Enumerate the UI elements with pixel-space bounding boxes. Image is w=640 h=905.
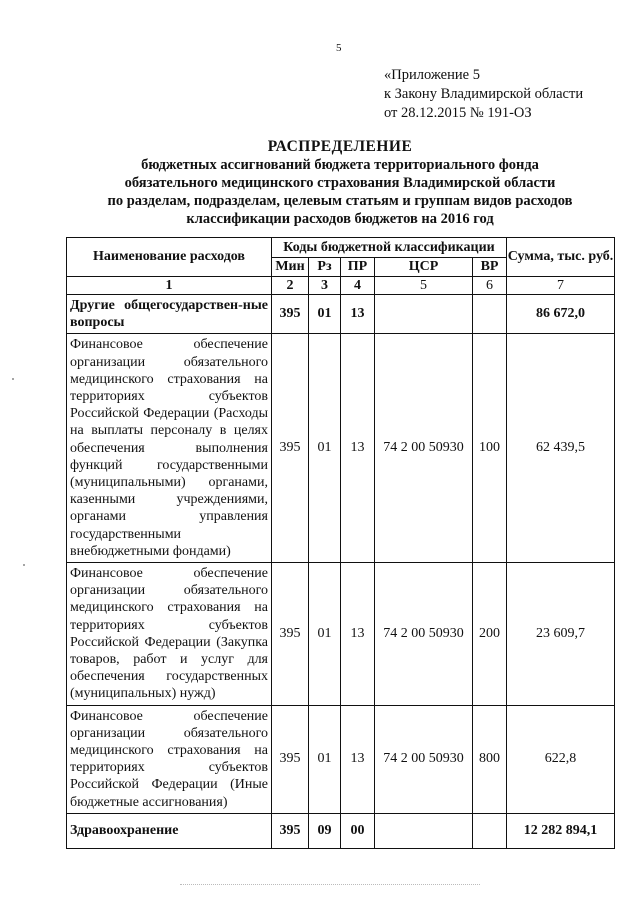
row-sum: 86 672,0 [507, 295, 615, 334]
header-name: Наименование расходов [67, 238, 272, 277]
row-min: 395 [272, 813, 309, 848]
table-row [67, 813, 615, 848]
subtitle-line-4: классификации расходов бюджетов на 2016 год [186, 211, 494, 227]
row-sum: 23 609,7 [507, 563, 615, 706]
column-number-row [67, 277, 615, 295]
row-name: Финансовое обеспечение организации обязательного медицинского страхования на территориях субъектов Российской Федерации (Расходы на выплаты персоналу в целях обеспечения выполнения функций государственными (муниципальными) органами, казенными учреждениями, органами управления государственными внебюджетными фондами) [67, 334, 272, 563]
row-csr: 74 2 00 50930 [375, 563, 473, 706]
row-sum: 622,8 [507, 705, 615, 813]
subtitle-line-1: бюджетных ассигнований бюджета территориального фонда [141, 157, 539, 173]
budget-table [66, 237, 615, 849]
row-name: Здравоохранение [67, 813, 272, 848]
col-number: 6 [473, 277, 507, 295]
row-name: Финансовое обеспечение организации обязательного медицинского страхования на территориях субъектов Российской Федерации (Иные бюджетные ассигнования) [67, 705, 272, 813]
row-min: 395 [272, 563, 309, 706]
header-csr: ЦСР [375, 258, 473, 277]
col-number: 1 [67, 277, 272, 295]
row-vr: 100 [473, 334, 507, 563]
row-name: Другие общегосударствен-ные вопросы [67, 295, 272, 334]
scan-speck [23, 564, 25, 566]
appendix-header [384, 66, 583, 123]
row-pr: 13 [341, 334, 375, 563]
header-vr: ВР [473, 258, 507, 277]
subtitle-line-3: по разделам, подразделам, целевым статьям и группам видов расходов [107, 193, 573, 209]
subtitle-line-2: обязательного медицинского страхования Владимирской области [124, 175, 556, 191]
row-pr: 13 [341, 563, 375, 706]
header-pr: ПР [341, 258, 375, 277]
table-row [67, 334, 615, 563]
appendix-line-1: «Приложение 5 [384, 67, 480, 83]
col-number: 4 [341, 277, 375, 295]
col-number: 5 [375, 277, 473, 295]
row-csr: 74 2 00 50930 [375, 705, 473, 813]
col-number: 7 [507, 277, 615, 295]
table-row [67, 563, 615, 706]
document-subtitle [60, 156, 620, 228]
row-csr [375, 813, 473, 848]
row-pr: 13 [341, 705, 375, 813]
row-csr: 74 2 00 50930 [375, 334, 473, 563]
table-row [67, 705, 615, 813]
header-rz: Рз [309, 258, 341, 277]
row-vr [473, 295, 507, 334]
header-min: Мин [272, 258, 309, 277]
scan-speck [12, 378, 14, 380]
row-vr [473, 813, 507, 848]
row-rz: 01 [309, 295, 341, 334]
scan-artifact-line [180, 884, 480, 887]
document-title: РАСПРЕДЕЛЕНИЕ [267, 138, 413, 155]
row-pr: 13 [341, 295, 375, 334]
table-row [67, 295, 615, 334]
header-sum: Сумма, тыс. руб. [507, 238, 615, 277]
row-vr: 800 [473, 705, 507, 813]
row-min: 395 [272, 295, 309, 334]
row-sum: 62 439,5 [507, 334, 615, 563]
appendix-line-2: к Закону Владимирской области [384, 86, 584, 102]
row-rz: 01 [309, 705, 341, 813]
appendix-line-3: от 28.12.2015 № 191-ОЗ [384, 105, 532, 121]
row-min: 395 [272, 705, 309, 813]
row-rz: 01 [309, 334, 341, 563]
row-name: Финансовое обеспечение организации обязательного медицинского страхования на территориях субъектов Российской Федерации (Закупка товаров, работ и услуг для обеспечения государственных (муниципальных) нужд) [67, 563, 272, 706]
col-number: 3 [309, 277, 341, 295]
row-min: 395 [272, 334, 309, 563]
col-number: 2 [272, 277, 309, 295]
header-codes: Коды бюджетной классификации [272, 238, 507, 258]
row-csr [375, 295, 473, 334]
row-sum: 12 282 894,1 [507, 813, 615, 848]
row-vr: 200 [473, 563, 507, 706]
row-pr: 00 [341, 813, 375, 848]
row-rz: 01 [309, 563, 341, 706]
row-rz: 09 [309, 813, 341, 848]
page-number: 5 [336, 42, 342, 54]
